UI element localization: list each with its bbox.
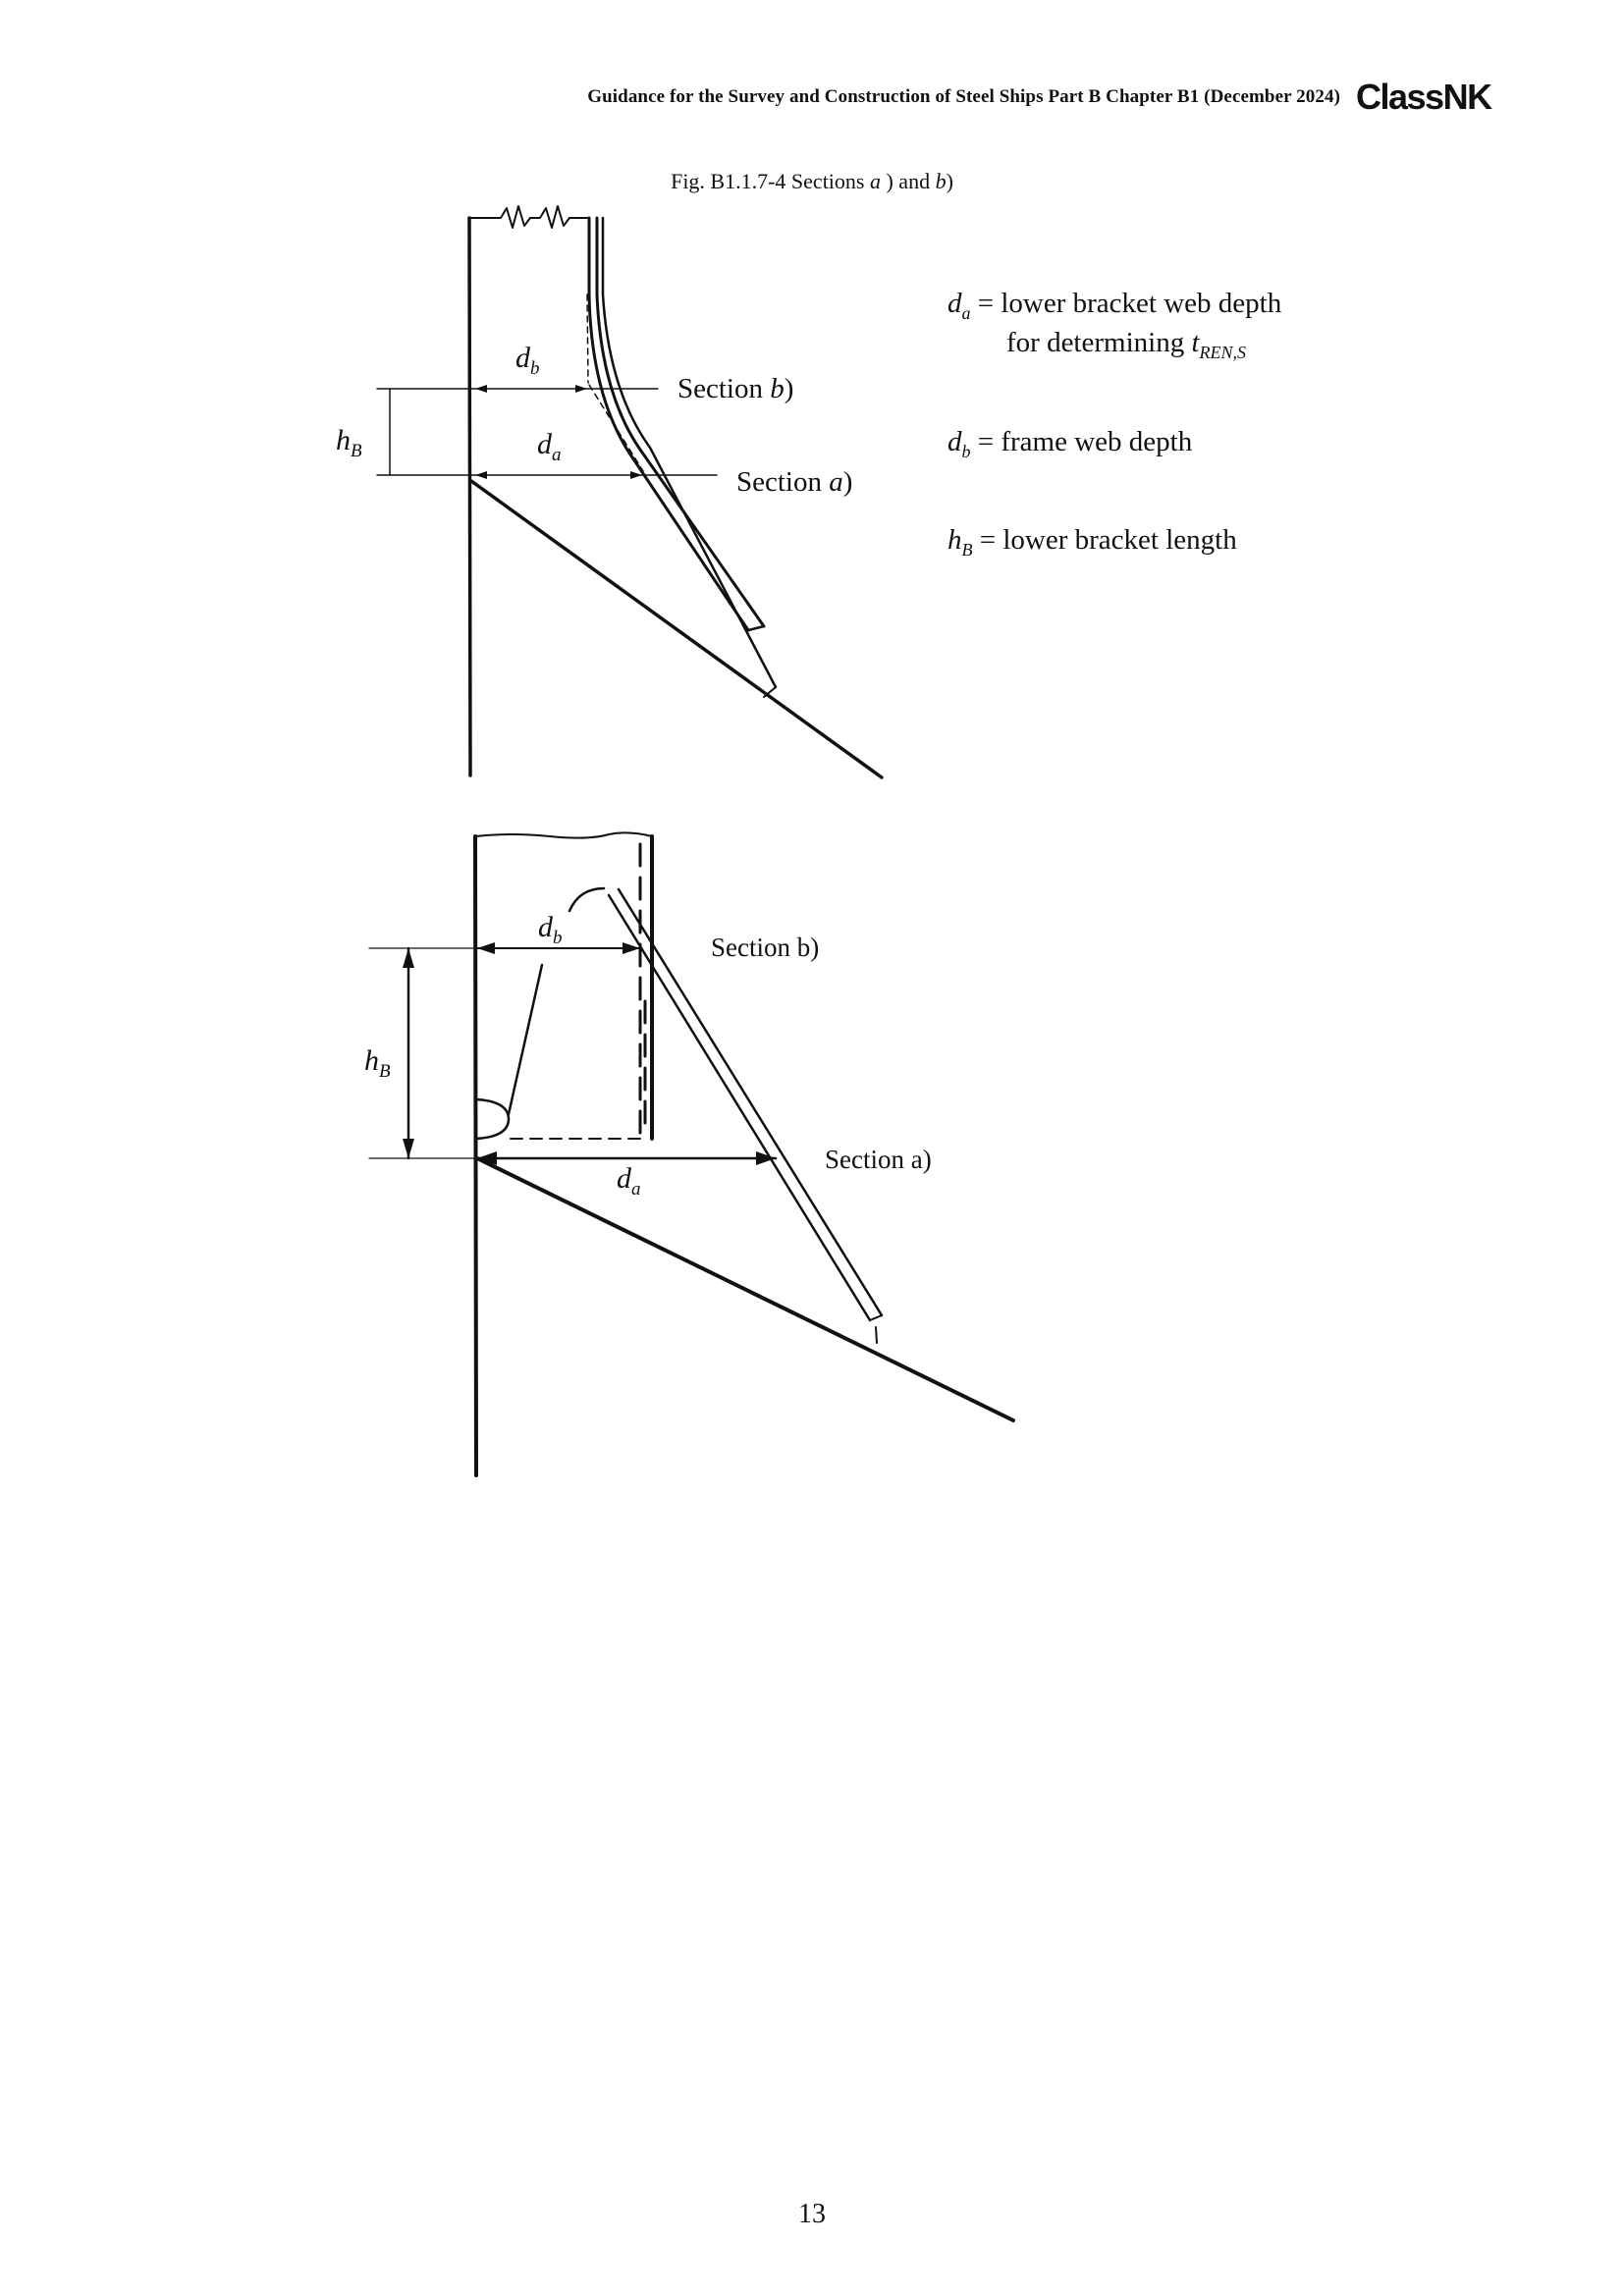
legend-da: $d_a$ = lower bracket web depth: [947, 288, 1282, 323]
bottom-break-line: [475, 832, 652, 837]
bottom-top-arc: [569, 888, 604, 911]
bottom-bracket-slope: [477, 1158, 1013, 1420]
legend-hB: $h_B$ = lower bracket length: [947, 524, 1237, 560]
bottom-section-b-label: Section b): [711, 933, 820, 962]
top-section-a-label: Section a): [736, 466, 853, 498]
caption-b: b: [935, 169, 947, 193]
caption-a: a: [869, 169, 881, 193]
top-section-b-label: Section b): [677, 373, 794, 404]
bottom-leader-line: [509, 965, 542, 1114]
bottom-label-db: $d_b$: [538, 911, 563, 948]
top-label-da: $d_a$: [537, 428, 562, 465]
bottom-label-da: $d_a$: [617, 1162, 641, 1200]
page-number: 13: [798, 2199, 826, 2229]
caption-suffix: ): [946, 169, 953, 193]
top-label-hB: $h_B$: [336, 424, 362, 461]
bottom-section-a-label: Section a): [825, 1145, 932, 1174]
document-title: Guidance for the Survey and Construction of Steel Ships Part B Chapter B1 (December 2024): [587, 86, 1340, 107]
caption-mid: ) and: [880, 169, 936, 193]
legend-da-line2: for determining $t_{REN,S}$: [1006, 327, 1247, 362]
bottom-frame-left-line: [475, 836, 476, 1475]
bottom-label-hB: $h_B$: [364, 1044, 391, 1082]
top-label-db: $d_b$: [515, 342, 540, 379]
bottom-small-arc: [476, 1099, 509, 1139]
legend-db: $d_b$ = frame web depth: [947, 426, 1193, 461]
caption-prefix: Fig. B1.1.7-4 Sections: [671, 169, 870, 193]
classnk-logo: ClassNK: [1356, 77, 1491, 117]
